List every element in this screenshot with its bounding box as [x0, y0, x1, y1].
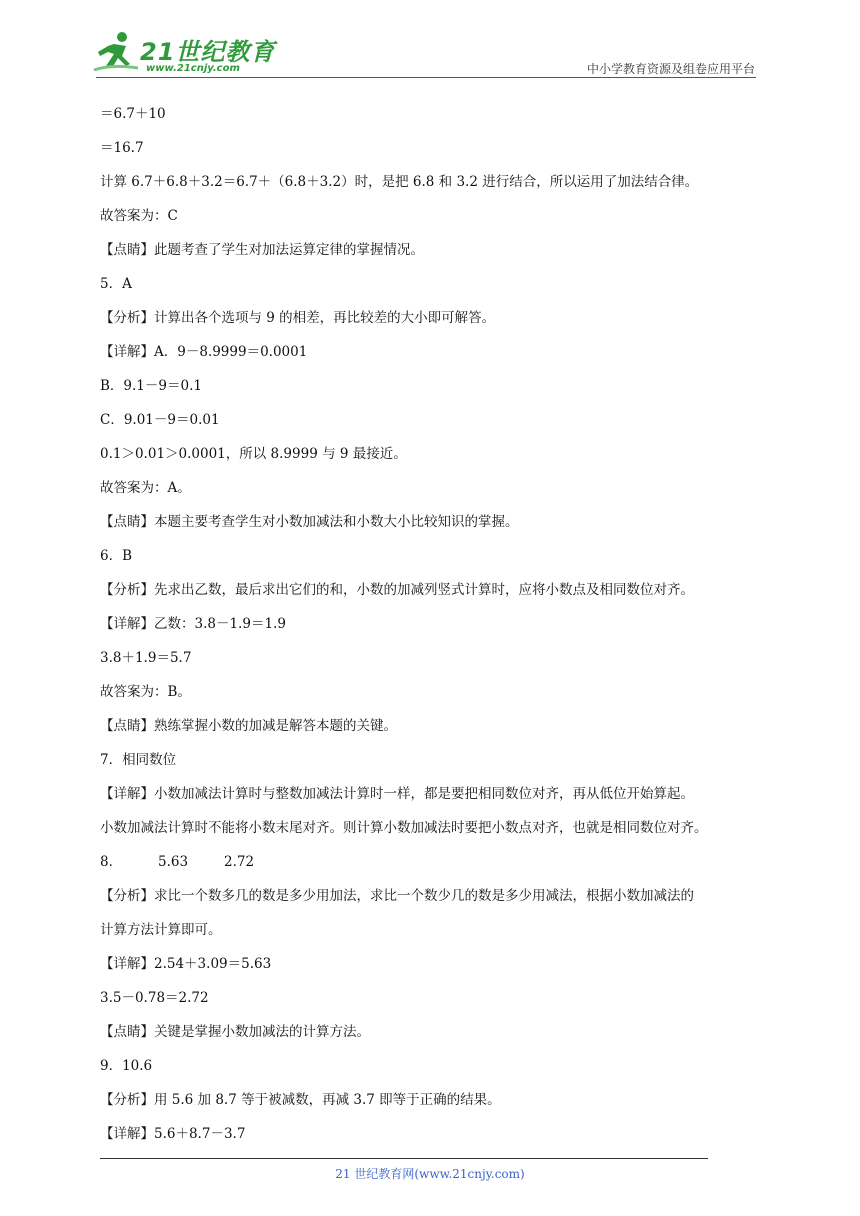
question-5-answer: 5．A [100, 276, 132, 292]
text-line: 【详解】A．9－8.9999＝0.0001 [100, 344, 308, 360]
text-line: 【点睛】此题考查了学生对加法运算定律的掌握情况。 [100, 242, 424, 258]
logo-url: www.21cnjy.com [146, 63, 240, 74]
text-line: 【点睛】关键是掌握小数加减法的计算方法。 [100, 1024, 370, 1040]
text-line: 故答案为：C [100, 208, 178, 224]
text-line: ＝6.7＋10 [100, 106, 166, 122]
page-header [0, 0, 860, 80]
text-line: 【分析】求比一个数多几的数是多少用加法，求比一个数少几的数是多少用减法，根据小数加减法的 [100, 888, 694, 904]
text-line: 3.5－0.78＝2.72 [100, 990, 209, 1006]
text-line: ＝16.7 [100, 140, 144, 156]
text-line: 【分析】计算出各个选项与 9 的相差，再比较差的大小即可解答。 [100, 310, 496, 326]
answer-content [100, 104, 780, 1144]
text-line: 3.8＋1.9＝5.7 [100, 650, 192, 666]
text-line: 【详解】2.54＋3.09＝5.63 [100, 956, 272, 972]
text-line: 0.1＞0.01＞0.0001，所以 8.9999 与 9 最接近。 [100, 446, 407, 462]
question-number: 8． [100, 854, 123, 870]
text-line: 【详解】小数加减法计算时与整数加减法计算时一样，都是要把相同数位对齐，再从低位开始算起。 [100, 786, 694, 802]
question-7-answer: 7．相同数位 [100, 752, 177, 768]
runner-logo-icon [92, 30, 142, 76]
text-line: 【点睛】本题主要考查学生对小数加减法和小数大小比较知识的掌握。 [100, 514, 519, 530]
answer-value: 5.63 [158, 854, 189, 870]
text-line: 故答案为：A。 [100, 480, 191, 496]
text-line: 计算方法计算即可。 [100, 922, 222, 938]
text-line: 【分析】用 5.6 加 8.7 等于被减数，再减 3.7 即等于正确的结果。 [100, 1092, 501, 1108]
text-line: 小数加减法计算时不能将小数末尾对齐。则计算小数加减法时要把小数点对齐，也就是相同数位对齐。 [100, 820, 708, 836]
footer-divider [100, 1158, 708, 1159]
question-8-answer [100, 852, 780, 872]
text-line: 故答案为：B。 [100, 684, 191, 700]
header-divider [96, 77, 756, 78]
text-line: 【详解】乙数：3.8－1.9＝1.9 [100, 616, 286, 632]
answer-value: 2.72 [224, 854, 255, 870]
text-line: 计算 6.7＋6.8＋3.2＝6.7＋（6.8＋3.2）时，是把 6.8 和 3.2 进行结合，所以运用了加法结合律。 [100, 174, 699, 190]
text-line: C．9.01－9＝0.01 [100, 412, 220, 428]
footer-link[interactable]: 21 世纪教育网(www.21cnjy.com) [335, 1167, 525, 1181]
platform-name: 中小学教育资源及组卷应用平台 [586, 62, 755, 76]
text-line: B．9.1－9＝0.1 [100, 378, 202, 394]
question-6-answer: 6．B [100, 548, 133, 564]
text-line: 【详解】5.6＋8.7－3.7 [100, 1126, 246, 1142]
question-9-answer: 9．10.6 [100, 1058, 153, 1074]
text-line: 【点睛】熟练掌握小数的加减是解答本题的关键。 [100, 718, 397, 734]
logo-text: 21世纪教育 [140, 38, 276, 66]
text-line: 【分析】先求出乙数，最后求出它们的和，小数的加减列竖式计算时，应将小数点及相同数位对齐。 [100, 582, 694, 598]
site-logo[interactable] [92, 30, 276, 78]
